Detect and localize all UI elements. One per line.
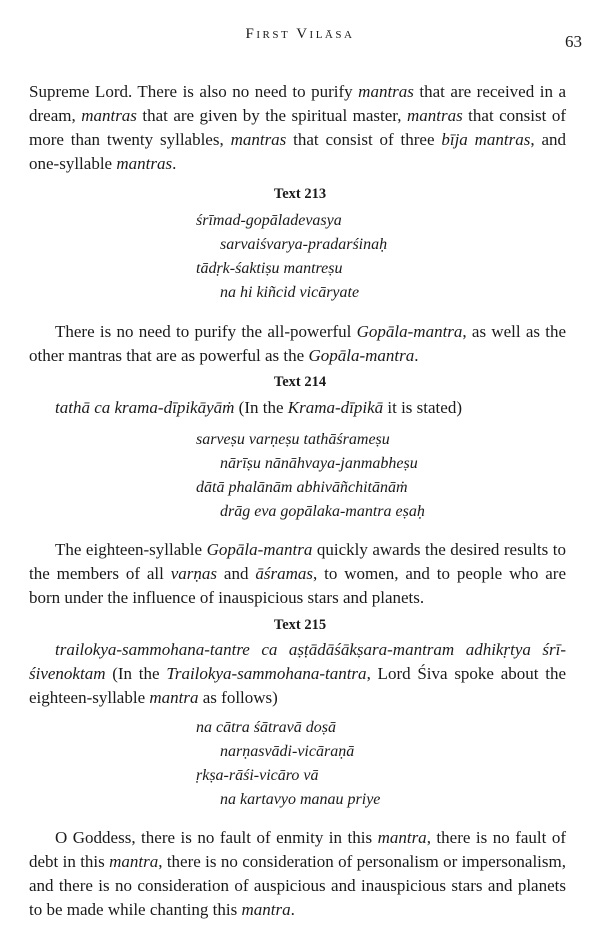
paragraph: The eighteen-syllable Gopāla-mantra quickly awards the desired results to the members of all varṇas and āśramas, to women, and to people who are born under the influence of inauspicious stars and planets. (29, 540, 566, 607)
running-head: First Vilāsa (245, 26, 355, 42)
paragraph: Supreme Lord. There is also no need to purify mantras that are received in a dream, mantras that are given by the spiritual master, mantras that consist of more than twenty syllables, mantras that consist of three bīja mantras, and one-syllable mantras. (29, 82, 567, 173)
verse-line: na cātra śātravā doṣā (196, 719, 336, 736)
verse-line: ṛkṣa-rāśi-vicāro vā (196, 767, 319, 784)
text-label: Text 215 (273, 617, 327, 633)
paragraph: tathā ca krama-dīpikāyāṁ (In the Krama-dīpikā it is stated) (55, 398, 462, 417)
paragraph: trailokya-sammohana-tantre ca aṣṭādāśākṣara-mantram adhikṛtya śrī-śivenoktam (In the Trailokya-sammohana-tantra, Lord Śiva spoke about the eighteen-syllable mantra as follows) (29, 640, 567, 707)
verse-line: na hi kiñcid vicāryate (220, 284, 360, 301)
verse-line: narṇasvādi-vicāraṇā (220, 743, 355, 760)
verse-line: na kartavyo manau priye (220, 791, 381, 808)
verse-line: tādṛk-śaktiṣu mantreṣu (196, 260, 343, 277)
page-header (0, 26, 600, 50)
verse-line: sarveṣu varṇeṣu tathāśrameṣu (196, 431, 390, 448)
text-label: Text 213 (273, 186, 327, 202)
verse-line: śrīmad-gopāladevasya (196, 212, 342, 229)
paragraph: O Goddess, there is no fault of enmity in this mantra, there is no fault of debt in this mantra, there is no consideration of personalism or impersonalism, and there is no consideration of auspicious and inauspicious stars and planets to be made while chanting this mantra. (29, 828, 566, 919)
verse-line: sarvaiśvarya-pradarśinaḥ (220, 236, 388, 253)
paragraph: There is no need to purify the all-powerful Gopāla-mantra, as well as the other mantras that are as powerful as the Gopāla-mantra. (29, 322, 567, 365)
verse-line: drāg eva gopālaka-mantra eṣaḥ (220, 503, 425, 520)
text-label: Text 214 (273, 374, 327, 390)
verse-line: dātā phalānām abhivāñchitānāṁ (196, 479, 408, 496)
page-number: 63 (565, 32, 582, 51)
verse-line: nārīṣu nānāhvaya-janmabheṣu (220, 455, 418, 472)
